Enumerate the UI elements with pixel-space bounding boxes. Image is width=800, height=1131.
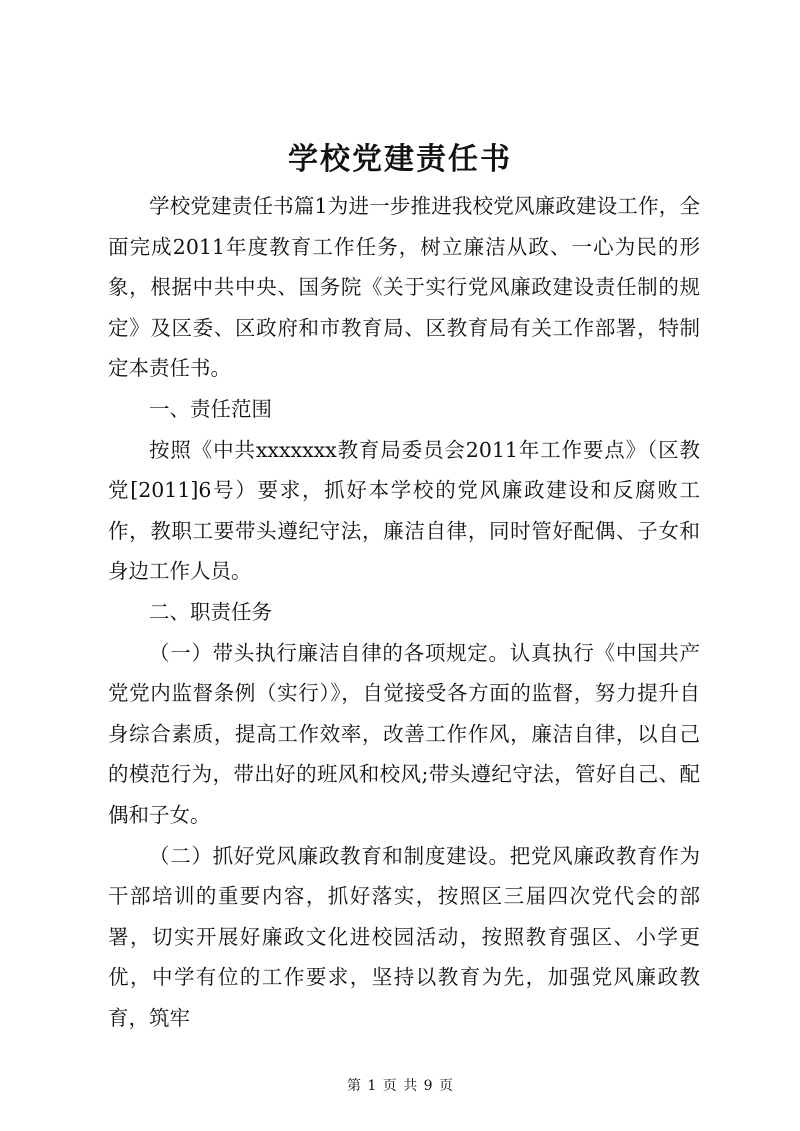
section-heading-duties: 二、职责任务 (149, 599, 272, 624)
document-title: 学校党建责任书 (288, 142, 512, 177)
page-footer: 第 1 页 共 9 页 (346, 1078, 454, 1094)
paragraph-scope: 按照《中共xxxxxxx教育局委员会2011年工作要点》（区教党[2011]6号）要求，抓好本学校的党风廉政建设和反腐败工作，教职工要带头遵纪守法，廉洁自律，同时管好配偶、子女和身边工作人员。 (108, 437, 700, 584)
paragraph-duty-2: （二）抓好党风廉政教育和制度建设。把党风廉政教育作为干部培训的重要内容，抓好落实，按照区三届四次党代会的部署，切实开展好廉政文化进校园活动，按照教育强区、小学更优，中学有位的工作要求，坚持以教育为先，加强党风廉政教育，筑牢 (108, 843, 700, 1030)
document-body (108, 186, 700, 1038)
paragraph-duty-1: （一）带头执行廉洁自律的各项规定。认真执行《中国共产党党内监督条例（实行）》，自觉接受各方面的监督，努力提升自身综合素质，提高工作效率，改善工作作风，廉洁自律，以自己的模范行为，带出好的班风和校风;带头遵纪守法，管好自己、配偶和子女。 (108, 640, 700, 827)
section-heading-scope: 一、责任范围 (149, 396, 272, 421)
paragraph-intro: 学校党建责任书篇1为进一步推进我校党风廉政建设工作，全面完成2011年度教育工作任务，树立廉洁从政、一心为民的形象，根据中共中央、国务院《关于实行党风廉政建设责任制的规定》及区委、区政府和市教育局、区教育局有关工作部署，特制定本责任书。 (108, 194, 700, 381)
